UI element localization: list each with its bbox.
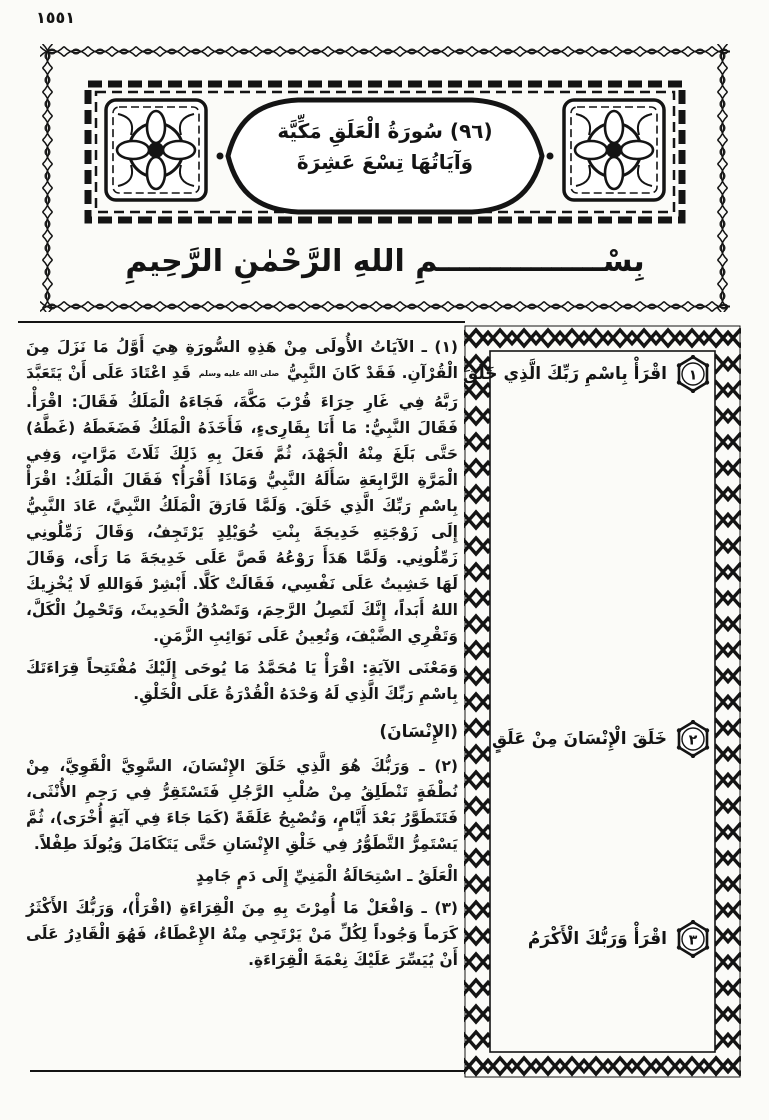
commentary-paragraph-verse2: (٢) ـ وَرَبُّكَ هُوَ الَّذِي خَلَقَ الإِنْسَانَ، السَّوِيَّ الْقَوِيَّ، مِنْ نُطْفَةٍ تَنْطَلِقُ مِنْ صُلْبِ الرَّجُلِ فَتَسْتَقِرُّ فِي رَحِمِ الأُنْثَى، فَتَتَطَوَّرُ بَعْدَ أَيَّامٍ، وَتُصْبِحُ عَلَقَةً (كَمَا جَاءَ فِي آيَةٍ أُخْرَى)، ثُمَّ يَسْتَمِرُّ التَّطَوُّرُ فِي خَلْقِ الإِنْسَانِ حَتَّى يَتَكَامَلَ وَيُولَدَ طِفْلاً. bbox=[26, 757, 458, 853]
header-border-left bbox=[40, 44, 55, 312]
verse-number-medallion-3 bbox=[674, 920, 712, 958]
commentary-paragraph-verse1 bbox=[26, 334, 458, 649]
commentary-paragraph-verse3: (٣) ـ وَافْعَلْ مَا أُمِرْتَ بِهِ مِنَ الْقِرَاءَةِ (اقْرَأْ)، وَرَبُّكَ الأَكْثَرُ كَرَماً وَجُوداً لِكُلِّ مَنْ يَرْتَجِي مِنْهُ الإِعْطَاءُ، فَهُوَ الْقَادِرُ عَلَى أَنْ يُيَسِّرَ عَلَيْكَ نِعْمَةَ الْقِرَاءَةِ. bbox=[26, 899, 458, 969]
header-border-top bbox=[40, 44, 730, 59]
verse-text-3: اقْرَأْ وَرَبُّكَ الْأَكْرَمُ bbox=[527, 929, 667, 949]
commentary-p1-after-saw: قَدِ اعْتَادَ عَلَى أَنْ يَتَعَبَّدَ رَبَّهُ فِي غَارِ حِرَاءَ قُرْبَ مَكَّةَ، فَجَاءَهُ الْمَلَكُ فَقَالَ: اقْرَأْ. فَقَالَ النَّبِيُّ: مَا أَنَا بِقَارِىءٍ، فَأَخَذَهُ الْمَلَكُ فَضَغَطَهُ (غَطَّهُ) حَتَّى بَلَغَ مِنْهُ الْجَهْدَ، ثُمَّ فَعَلَ بِهِ ذَلِكَ ثَلَاثَ مَرَّاتٍ، وَفِي الْمَرَّةِ الرَّابِعَةِ سَأَلَهُ النَّبِيُّ وَمَاذَا أَقْرَأُ؟ فَقَالَ الْمَلَكُ: اقْرَأْ بِاسْمِ رَبِّكَ الَّذِي خَلَقَ. وَلَمَّا فَارَقَ الْمَلَكُ النَّبِيَّ، عَادَ النَّبِيُّ إِلَى زَوْجَتِهِ خَدِيجَةَ بِنْتِ خُوَيْلِدٍ يَرْتَجِفُ، وَقَالَ زَمِّلُونِي زَمِّلُونِي. وَلَمَّا هَدَأَ رَوْعُهُ قَصَّ عَلَى خَدِيجَةَ مَا رَأَى، وَقَالَ لَهَا خَشِيتُ عَلَى نَفْسِي، فَقَالَتْ كَلَّا. أَبْشِرْ فَوَاللهِ لَا يُخْزِيكَ اللهُ أَبَداً، إِنَّكَ لَتَصِلُ الرَّحِمَ، وَتَصْدُقُ الْحَدِيثَ، وَتَحْمِلُ الْكَلَّ، وَتَقْرِي الضَّيْفَ، وَتُعِينُ عَلَى نَوَائِبِ الزَّمَنِ. bbox=[26, 364, 458, 645]
panel-border-bottom bbox=[464, 1052, 741, 1078]
panel-braided-border bbox=[464, 325, 741, 1078]
section-heading-insan: (الإِنْسَانَ) bbox=[379, 722, 458, 742]
page-number: ١٥٥١ bbox=[36, 8, 76, 27]
panel-border-top bbox=[464, 325, 741, 351]
surah-title-line1: (٩٦) سُورَةُ الْعَلَقِ مَكِّيَّة bbox=[277, 119, 493, 143]
top-divider-rule bbox=[18, 321, 465, 323]
verse-text-1: اقْرَأْ بِاسْمِ رَبِّكَ الَّذِي خَلَقَ bbox=[463, 364, 667, 384]
surah-title bbox=[232, 116, 538, 178]
bottom-divider-rule bbox=[30, 1070, 465, 1072]
verse-number-medallion-1 bbox=[674, 355, 712, 393]
verse-number-3: ٣ bbox=[688, 932, 698, 949]
verse-row-1 bbox=[463, 355, 712, 393]
quran-verse-panel bbox=[464, 325, 741, 1078]
verse-row-3 bbox=[528, 920, 712, 958]
floral-medallion-left-icon bbox=[106, 100, 206, 200]
panel-border-left bbox=[464, 325, 490, 1078]
header-border-bottom bbox=[40, 297, 730, 312]
panel-border-right bbox=[715, 325, 741, 1078]
verse-number-1: ١ bbox=[688, 367, 698, 384]
commentary-column bbox=[26, 334, 458, 979]
verse-number-medallion-2 bbox=[674, 720, 712, 758]
definition-alaq: الْعَلَقُ ـ اسْتِحَالَةُ الْمَنِيِّ إِلَى دَمٍ جَامِدٍ bbox=[195, 867, 458, 885]
floral-medallion-right-icon bbox=[564, 100, 664, 200]
verse-text-2: خَلَقَ الْإِنْسَانَ مِنْ عَلَقٍ bbox=[491, 729, 667, 749]
surah-header-frame bbox=[40, 44, 730, 312]
saw-siglum: صلى الله عليه وسلم bbox=[198, 369, 280, 378]
commentary-p1-before-saw: (١) ـ الآيَاتُ الأُولَى مِنْ هَذِهِ السُّورَةِ هِيَ أَوَّلُ مَا نَزَلَ مِنَ الْقُرْآنِ. فَقَدْ كَانَ النَّبِيُّ bbox=[26, 338, 458, 382]
verse-row-2 bbox=[492, 720, 712, 758]
verse-number-2: ٢ bbox=[688, 732, 698, 749]
commentary-paragraph-meaning: وَمَعْنَى الآيَةِ: اقْرَأْ يَا مُحَمَّدُ مَا يُوحَى إِلَيْكَ مُفْتَتِحاً قِرَاءَتَكَ بِاسْمِ رَبِّكَ الَّذِي لَهُ وَحْدَهُ الْقُدْرَةُ عَلَى الْخَلْقِ. bbox=[26, 659, 458, 703]
header-border-right bbox=[715, 44, 730, 312]
surah-title-line2: وَآيَاتُهَا تِسْعَ عَشِرَةَ bbox=[296, 150, 474, 174]
basmala-calligraphy: بِسْــــــــــــــــمِ اللهِ الرَّحْمٰنِ الرَّحِيمِ bbox=[125, 243, 645, 279]
